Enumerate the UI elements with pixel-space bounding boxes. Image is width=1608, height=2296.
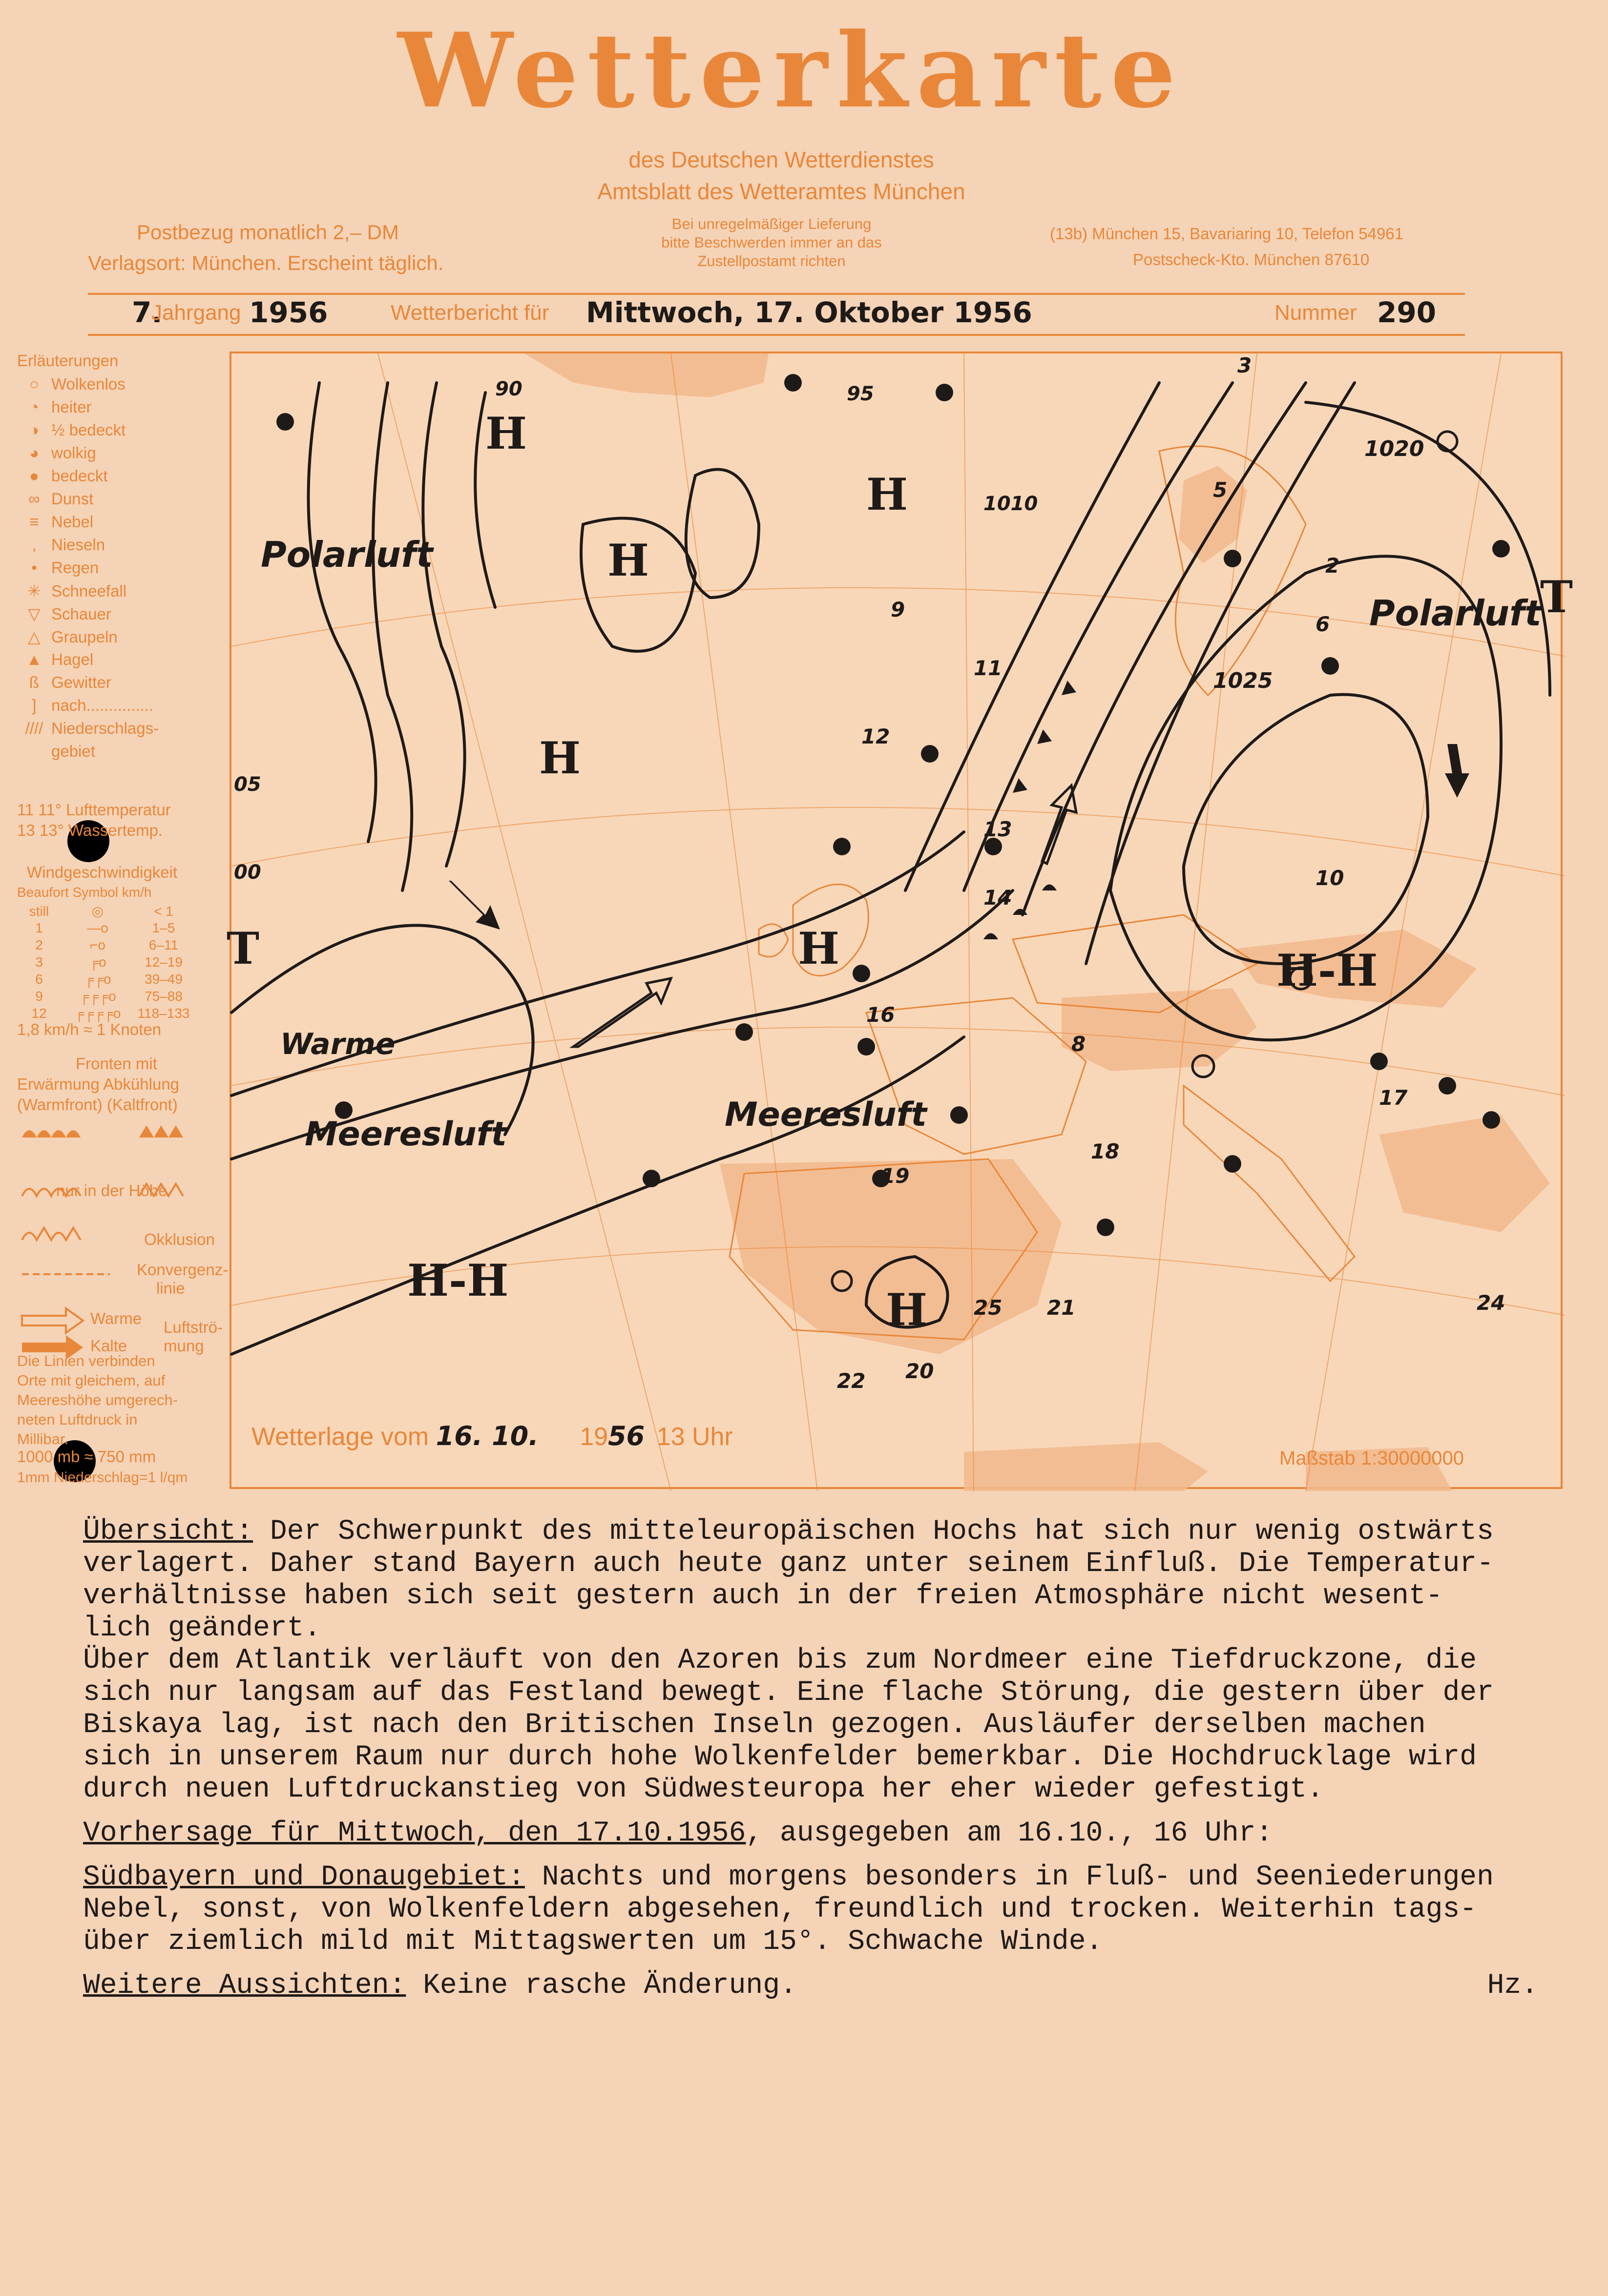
legend-temp-water: 13 13° Wassertemp. <box>17 821 163 839</box>
station-temperature: 25 <box>974 1296 1002 1320</box>
volume-year: 1956 <box>249 296 328 329</box>
volume-number: 7. <box>132 296 163 329</box>
legend-cloud-label: Schauer <box>51 605 111 623</box>
region-line: Nebel, sonst, von Wolkenfeldern abgesehen, freundlich und trocken. Weiterhin tags- <box>83 1894 1477 1925</box>
legend-symbol-icon: ○ <box>29 375 39 393</box>
number-label: Nummer <box>1274 301 1357 325</box>
legend-wind-cell: < 1 <box>154 904 173 919</box>
legend-cloud-label: Hagel <box>51 650 94 668</box>
airmass-meeresluft-west: Meeresluft <box>305 1115 507 1154</box>
legend-cloud-item <box>17 513 93 531</box>
delivery-note: Bei unregelmäßiger Lieferung bitte Beschwerden immer an das Zustellpostamt richten <box>661 215 882 269</box>
coast-italy <box>1184 1086 1355 1281</box>
legend-symbol-icon: ▲ <box>26 650 42 668</box>
map-scale: Maßstab 1:30000000 <box>1279 1448 1464 1469</box>
legend-cloud-label: Wolkenlos <box>51 375 125 393</box>
legend-fronts-sub: Erwärmung Abkühlung <box>17 1075 180 1093</box>
overview-line: verlagert. Daher stand Bayern auch heute ganz unter seinem Einfluß. Die Temperatur- <box>83 1548 1494 1580</box>
warm-front-symbol <box>22 1130 81 1138</box>
station-temperature: 9 <box>891 598 905 621</box>
station-temperature: 13 <box>983 817 1012 841</box>
cold-flow-arrow-icon <box>1445 744 1469 798</box>
legend-wind-row <box>17 903 193 919</box>
legend-symbol-icon: ◑ <box>29 421 39 439</box>
station-temperature: 3 <box>1237 353 1252 377</box>
isobar-ne <box>1306 402 1550 695</box>
address: (13b) München 15, Bavariaring 10, Telefon 54961 <box>1050 225 1404 243</box>
legend-wind-cell: 39–49 <box>145 972 183 987</box>
legend-wind-cell: 1 <box>35 920 43 935</box>
legend-cloud-item <box>17 742 95 761</box>
legend-wind-cell: ╒╒╒o <box>79 989 116 1004</box>
legend-cloud-item <box>17 581 126 600</box>
isobar-value: 05 <box>234 773 261 796</box>
legend-wind-title: Windgeschwindigkeit <box>27 863 178 881</box>
volume-label: Jahrgang <box>151 301 241 325</box>
legend-wind-cell: 3 <box>35 954 43 970</box>
legend-cloud-label: Gewitter <box>51 673 111 691</box>
legend-wind-cell: 1–5 <box>152 920 175 935</box>
isobar-value: 1010 <box>983 493 1038 515</box>
region-line: über ziemlich mild mit Mittagswerten um 15°. Schwache Winde. <box>83 1926 1103 1958</box>
legend-flow: Luftströ- <box>164 1318 223 1336</box>
legend-cloud-item <box>17 696 153 715</box>
legend-isobar-line: Die Linien verbinden <box>17 1352 155 1369</box>
legend-wind-cell: still <box>29 904 49 919</box>
legend-wind-cell: ⌐o <box>90 937 105 952</box>
map-graphics <box>227 353 1573 1491</box>
weather-map <box>227 352 1573 1489</box>
airmass-polarluft-west: Polarluft <box>261 534 433 575</box>
legend-upper-air: nur in der Höhe <box>56 1181 167 1200</box>
airmass-polarluft-east: Polarluft <box>1369 593 1542 634</box>
legend-wind-header: Beaufort Symbol km/h <box>17 885 152 900</box>
station-temperature: 6 <box>1316 612 1330 636</box>
legend-wind-cell: 9 <box>35 989 43 1004</box>
legend-symbol-icon: ● <box>29 467 39 485</box>
paragraph-line: sich in unserem Raum nur durch hohe Wolkenfelder bemerkbar. Die Hochdrucklage wird <box>83 1741 1477 1773</box>
legend-symbol-icon: △ <box>28 628 41 646</box>
legend-cloud-label: nach............... <box>51 696 154 714</box>
legend-cloud-label: wolkig <box>51 444 96 462</box>
legend-cloud-label: Regen <box>51 558 99 577</box>
masthead-title: Wetterkarte <box>397 10 1185 131</box>
low-center-label: T <box>227 923 259 974</box>
land-africa <box>964 1442 1208 1491</box>
legend-title: Erläuterungen <box>17 352 119 370</box>
isobar-north-3 <box>1023 383 1306 915</box>
legend-wind-row <box>17 920 193 936</box>
legend-convergence-2: linie <box>156 1279 185 1297</box>
land-greenland <box>524 353 769 397</box>
legend-occlusion: Okklusion <box>144 1230 215 1248</box>
cold-front-marks <box>1013 681 1076 793</box>
legend-wind-cell: 6 <box>35 972 43 987</box>
legend-cloud-label: Schneefall <box>51 582 127 600</box>
legend-wind-row <box>17 1006 193 1021</box>
legend-cloud-item <box>17 444 96 462</box>
legend-cloud-label: Graupeln <box>51 628 118 646</box>
legend-wind-row <box>17 954 193 970</box>
legend-cloud-item <box>17 673 111 692</box>
land-areas <box>524 353 1550 1491</box>
legend-wind-cell: 12 <box>31 1006 47 1021</box>
legend-wind-row <box>17 989 193 1004</box>
legend-symbol-icon: ▽ <box>28 605 41 623</box>
legend-wind-cell: ╒╒o <box>84 972 111 987</box>
legend-wind-cell: ╒╒╒╒o <box>74 1006 121 1021</box>
legend-cloud-item <box>17 398 92 416</box>
legend-symbol-icon: //// <box>25 719 43 737</box>
chart-caption: Wetterlage vom 16. 10. 1956 13 Uhr <box>251 1421 733 1451</box>
cold-front-symbol <box>139 1125 183 1138</box>
legend-cloud-item <box>17 375 125 393</box>
cold-flow-arrow-icon <box>449 881 500 930</box>
station-temperature: 8 <box>1071 1032 1086 1056</box>
station-temperature: 12 <box>861 724 890 748</box>
legend-cold: Kalte <box>90 1337 127 1355</box>
legend-cloud-label: gebiet <box>51 742 95 760</box>
legend-wind-cell: —o <box>87 920 108 935</box>
station-temperature: 22 <box>837 1369 866 1393</box>
legend-cloud-item <box>17 490 93 508</box>
high-center-label: H <box>607 535 649 586</box>
station-temperature: 17 <box>1379 1086 1408 1110</box>
legend-wind-row <box>17 937 193 953</box>
postal-account: Postscheck-Kto. München 87610 <box>1133 250 1370 269</box>
report-date: Mittwoch, 17. Oktober 1956 <box>586 296 1032 329</box>
paragraph-line: Über dem Atlantik verläuft von den Azoren bis zum Nordmeer eine Tiefdruckzone, die <box>83 1645 1477 1676</box>
legend <box>17 352 232 1494</box>
legend-symbol-icon: ◕ <box>29 444 39 462</box>
station-temperature: 10 <box>1316 866 1344 890</box>
legend-flow-2: mung <box>164 1337 204 1355</box>
high-center-label: H <box>798 923 840 974</box>
station-temperature: 2 <box>1325 554 1340 578</box>
legend-temp-air: 11 11° Lufttemperatur <box>17 801 171 819</box>
legend-symbol-icon: ≡ <box>29 513 39 531</box>
isobar-value: 1025 <box>1213 668 1273 693</box>
paragraph-line: durch neuen Luftdruckanstieg von Südwesteuropa her eher wieder gefestigt. <box>83 1774 1324 1805</box>
isobar-1025 <box>1184 695 1428 964</box>
legend-cloud-item <box>17 467 108 485</box>
legend-fronts-title: Fronten mit <box>76 1055 157 1073</box>
isobar-high-north <box>686 470 759 598</box>
legend-cloud-item <box>17 627 118 646</box>
high-center-label: H <box>866 469 908 520</box>
station-temperature: 19 <box>881 1164 910 1188</box>
low-center-label: T <box>1540 571 1573 623</box>
isobar-value: 00 <box>234 861 261 884</box>
forecast-text <box>83 1516 1543 2002</box>
legend-mm-note: 1000 mb ≈ 750 mm <box>17 1448 156 1466</box>
isobar-value: 95 <box>847 383 874 405</box>
station-temperature: 5 <box>1213 478 1228 502</box>
legend-symbol-icon: ◔ <box>29 398 39 416</box>
land-alps <box>1062 988 1257 1071</box>
isobar-north-1 <box>905 383 1159 890</box>
subtitle-amtsblatt: Amtsblatt des Wetteramtes München <box>597 179 965 204</box>
station-temperature: 16 <box>866 1003 895 1027</box>
region-line-1: Südbayern und Donaugebiet: Nachts und morgens besonders in Fluß- und Seeniederungen <box>83 1862 1494 1893</box>
legend-wind-cell: ╒o <box>89 954 106 970</box>
legend-symbol-icon: ✳ <box>27 582 41 600</box>
legend-cloud-label: Dunst <box>51 490 94 508</box>
legend-precip-note: 1mm Niederschlag=1 l/qm <box>17 1469 188 1486</box>
outlook-line: Weitere Aussichten: Keine rasche Änderung. Hz. <box>83 1970 1538 2002</box>
legend-symbol-icon: ∞ <box>28 490 40 508</box>
legend-isobar-line: Orte mit gleichem, auf <box>17 1372 166 1389</box>
high-center-label: H-H <box>407 1255 509 1306</box>
legend-cloud-label: ½ bedeckt <box>51 421 126 439</box>
legend-cloud-item <box>17 719 159 738</box>
legend-cloud-item <box>17 650 93 669</box>
isobar-1000 <box>423 383 464 866</box>
legend-symbol-icon: , <box>32 536 37 554</box>
legend-cloud-item <box>17 421 125 439</box>
legend-wind-cell: 2 <box>35 937 43 952</box>
legend-wind-cell: 6–11 <box>148 937 179 952</box>
land-balkans <box>1379 1115 1550 1232</box>
high-center-label: H-H <box>1276 945 1378 996</box>
overview-line: verhältnisse haben sich seit gestern auch in der freien Atmosphäre nicht wesent- <box>83 1580 1443 1612</box>
high-center-label: H <box>886 1284 928 1336</box>
legend-wind-cell: 75–88 <box>145 989 183 1004</box>
legend-symbol-icon: ß <box>29 673 40 691</box>
high-center-label: H <box>485 408 527 459</box>
paragraph-line: sich nur langsam auf das Festland bewegt. Eine flache Störung, die gestern über der <box>83 1677 1494 1709</box>
legend-cloud-item <box>17 536 105 554</box>
legend-warm: Warme <box>90 1309 142 1327</box>
isobar-north-2 <box>964 383 1232 890</box>
airmass-meeresluft-central: Meeresluft <box>725 1096 927 1134</box>
station-temperature: 14 <box>983 886 1012 910</box>
legend-wind-row <box>17 972 193 987</box>
warm-flow-arrow-icon <box>22 1308 83 1333</box>
station-temperature: 20 <box>905 1359 934 1383</box>
legend-wind-cell: 12–19 <box>145 954 183 970</box>
legend-wind-cell: ◎ <box>91 904 104 919</box>
legend-isobar-line: neten Luftdruck in <box>17 1411 138 1428</box>
forecast-heading: Vorhersage für Mittwoch, den 17.10.1956, ausgegeben am 16.10., 16 Uhr: <box>83 1818 1273 1849</box>
legend-isobar-line: Meereshöhe umgerech- <box>17 1391 178 1408</box>
legend-cloud-label: Niederschlags- <box>51 719 159 737</box>
report-label: Wetterbericht für <box>391 301 549 325</box>
legend-convergence: Konvergenz- <box>137 1261 229 1279</box>
subtitle-service: des Deutschen Wetterdienstes <box>628 147 934 172</box>
airmass-warme: Warme <box>280 1027 396 1061</box>
legend-cloud-label: heiter <box>51 398 92 416</box>
legend-fronts-sub2: (Warmfront) (Kaltfront) <box>17 1096 178 1114</box>
paragraph-line: Biskaya lag, ist nach den Britischen Inseln gezogen. Ausläufer derselben machen <box>83 1709 1426 1741</box>
flow-arrows <box>449 744 1469 1047</box>
station-temperature: 24 <box>1477 1291 1505 1315</box>
legend-cloud-item <box>17 558 99 577</box>
legend-arrow-symbols <box>17 1303 95 1357</box>
legend-cloud-label: bedeckt <box>51 467 108 485</box>
legend-symbol-icon: ] <box>32 696 37 714</box>
isobar-1005 <box>373 383 412 890</box>
station-temperature: 11 <box>974 656 1002 680</box>
isobar-value: 1020 <box>1364 436 1424 461</box>
publisher-note: Verlagsort: München. Erscheint täglich. <box>88 251 444 274</box>
signature: Hz. <box>1487 1970 1538 2002</box>
subscription-note: Postbezug monatlich 2,– DM <box>137 221 399 244</box>
legend-cloud-label: Nieseln <box>51 536 105 554</box>
issue-line <box>88 293 1465 336</box>
legend-knot-note: 1,8 km/h ≈ 1 Knoten <box>17 1020 162 1038</box>
legend-wind-cell: 118–133 <box>137 1006 190 1021</box>
number-value: 290 <box>1377 296 1437 329</box>
legend-isobar-line: Millibar. <box>17 1430 69 1448</box>
legend-cloud-label: Nebel <box>51 513 94 531</box>
isobar-value: 90 <box>495 378 522 400</box>
isobar-1010 <box>309 383 376 842</box>
legend-cloud-item <box>17 604 111 623</box>
station-temperature: 18 <box>1091 1139 1120 1163</box>
legend-symbol-icon: • <box>31 558 37 577</box>
station-temperature: 21 <box>1047 1296 1076 1320</box>
overview-line: lich geändert. <box>83 1613 321 1644</box>
overview-line-1: Übersicht: Der Schwerpunkt des mitteleuropäischen Hochs hat sich nur wenig ostwärts <box>83 1516 1494 1548</box>
high-center-label: H <box>539 732 581 784</box>
